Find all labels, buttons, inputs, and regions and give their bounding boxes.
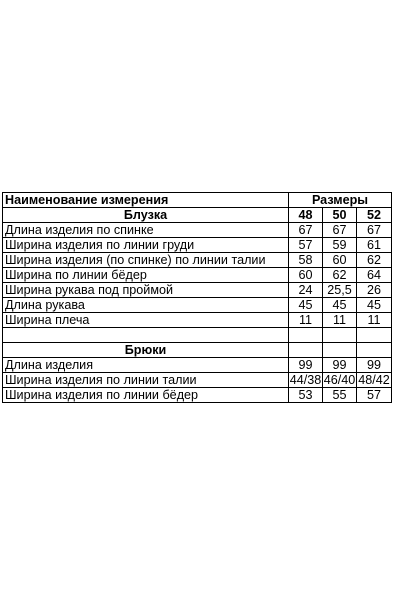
row-value: 57	[357, 388, 392, 403]
header-measure-name: Наименование измерения	[3, 193, 289, 208]
row-value: 58	[289, 253, 323, 268]
size-header-50: 50	[323, 208, 357, 223]
row-label: Длина изделия	[3, 358, 289, 373]
table-row	[3, 358, 392, 373]
row-value: 25,5	[323, 283, 357, 298]
row-value: 60	[289, 268, 323, 283]
section-title-blouse: Блузка	[3, 208, 289, 223]
row-value: 46/40	[323, 372, 356, 387]
row-value: 67	[289, 223, 323, 238]
row-value: 99	[289, 358, 323, 373]
row-value: 99	[323, 358, 357, 373]
row-value: 99	[357, 358, 392, 373]
row-value: 59	[323, 238, 357, 253]
row-value: 55	[323, 388, 357, 403]
table-row	[3, 268, 392, 283]
empty-cell	[289, 343, 323, 358]
section-title-row-trousers	[3, 343, 392, 358]
row-value: 62	[357, 253, 392, 268]
row-value: 60	[323, 253, 357, 268]
empty-row	[3, 328, 392, 343]
row-value: 62	[323, 268, 357, 283]
table-row	[3, 313, 392, 328]
row-value: 11	[357, 313, 392, 328]
size-header-48: 48	[289, 208, 323, 223]
row-value: 11	[289, 313, 323, 328]
row-label: Ширина изделия (по спинке) по линии талии	[3, 253, 289, 268]
table-header-row	[3, 193, 392, 208]
empty-cell	[289, 328, 323, 343]
row-label: Длина изделия по спинке	[3, 223, 289, 238]
table-row	[3, 298, 392, 313]
row-value: 45	[357, 298, 392, 313]
section-title-trousers: Брюки	[3, 343, 289, 358]
size-header-52: 52	[357, 208, 392, 223]
empty-cell	[323, 328, 357, 343]
size-chart-table	[2, 192, 392, 403]
empty-cell	[323, 343, 357, 358]
empty-cell	[357, 343, 392, 358]
row-value: 53	[289, 388, 323, 403]
row-value: 48/42	[358, 372, 390, 387]
empty-cell	[357, 328, 392, 343]
row-value: 45	[289, 298, 323, 313]
row-label: Ширина рукава под проймой	[3, 283, 289, 298]
row-value: 67	[357, 223, 392, 238]
row-label: Ширина изделия по линии груди	[3, 238, 289, 253]
row-value: 24	[289, 283, 323, 298]
row-value: 67	[323, 223, 357, 238]
row-label: Длина рукава	[3, 298, 289, 313]
row-value: 61	[357, 238, 392, 253]
header-sizes: Размеры	[289, 193, 392, 208]
row-label: Ширина изделия по линии талии	[3, 373, 289, 388]
row-value: 11	[323, 313, 357, 328]
empty-cell	[3, 328, 289, 343]
table-row	[3, 223, 392, 238]
table-row	[3, 253, 392, 268]
row-value: 45	[323, 298, 357, 313]
table-row	[3, 283, 392, 298]
row-value: 57	[289, 238, 323, 253]
row-value: 26	[357, 283, 392, 298]
table-row	[3, 388, 392, 403]
row-label: Ширина изделия по линии бёдер	[3, 388, 289, 403]
row-label: Ширина плеча	[3, 313, 289, 328]
row-label: Ширина по линии бёдер	[3, 268, 289, 283]
section-title-row-blouse	[3, 208, 392, 223]
table-row	[3, 373, 392, 388]
row-value: 64	[357, 268, 392, 283]
row-value: 44/38	[289, 372, 322, 387]
table-row	[3, 238, 392, 253]
